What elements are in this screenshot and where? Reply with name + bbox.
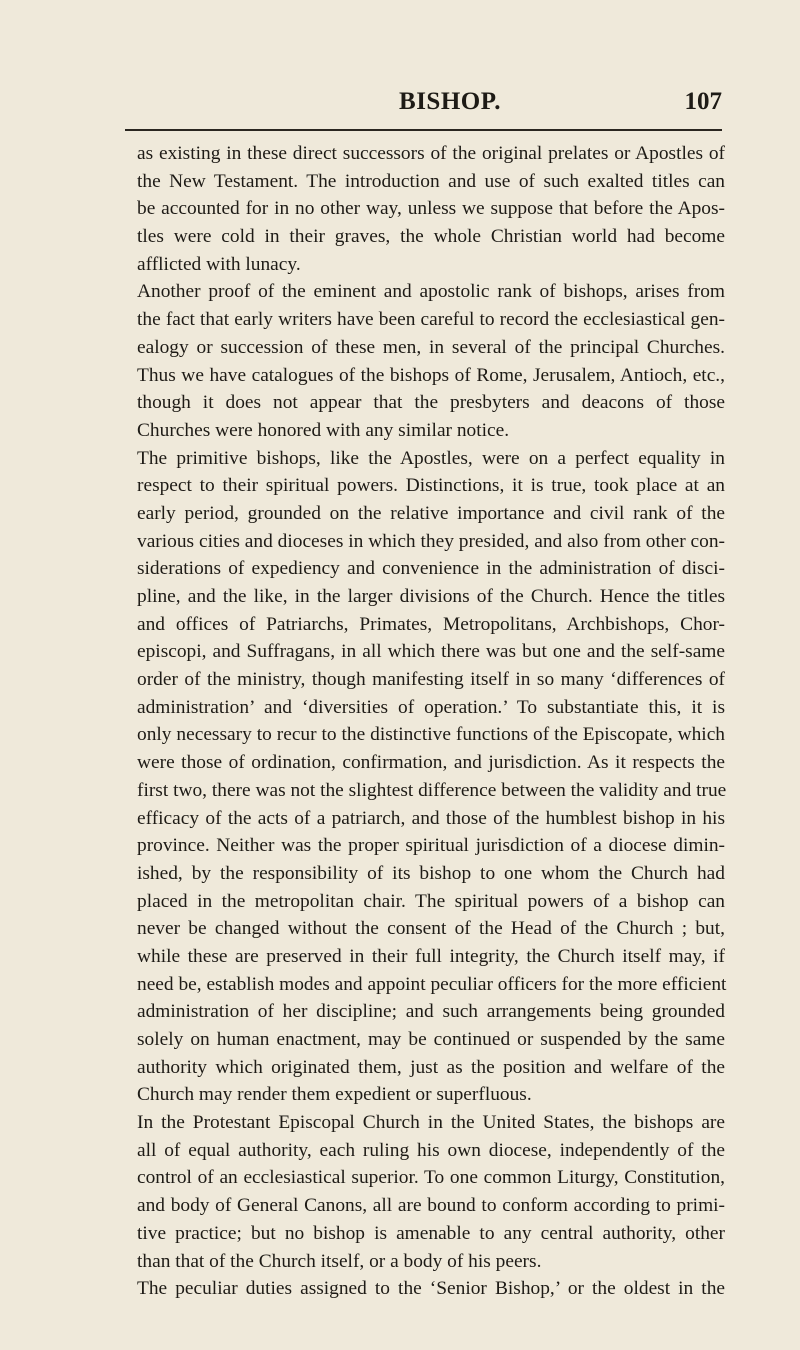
text-line: administration of her discipline; and such arrangements being grounded: [137, 1001, 725, 1023]
text-line: were those of ordination, confirmation, and jurisdiction. As it respects the: [137, 752, 725, 774]
page-header: [125, 86, 725, 122]
text-line: episcopi, and Suffragans, in all which there was but one and the self-same: [137, 641, 725, 663]
text-line: the fact that early writers have been careful to record the ecclesiastical gen-: [137, 309, 725, 331]
header-rule: [125, 129, 722, 131]
text-line: all of equal authority, each ruling his own diocese, independently of the: [137, 1139, 725, 1161]
text-line: solely on human enactment, may be continued or suspended by the same: [137, 1029, 725, 1050]
text-line: while these are preserved in their full integrity, the Church itself may, if: [137, 945, 725, 967]
text-line: placed in the metropolitan chair. The spiritual powers of a bishop can: [137, 890, 725, 912]
text-line: and offices of Patriarchs, Primates, Metropolitans, Archbishops, Chor-: [137, 613, 725, 635]
text-line: Another proof of the eminent and apostolic rank of bishops, arises from: [137, 281, 725, 303]
text-line: authority which originated them, just as the position and welfare of the: [137, 1056, 725, 1078]
body-text: [137, 140, 725, 1303]
text-line: The peculiar duties assigned to the ‘Senior Bishop,’ or the oldest in the: [137, 1278, 725, 1300]
text-line: than that of the Church itself, or a body of his peers.: [137, 1250, 542, 1272]
text-line: need be, establish modes and appoint peculiar officers for the more efficient: [137, 973, 727, 995]
text-line: only necessary to recur to the distinctive functions of the Episcopate, which: [137, 724, 725, 746]
text-line: siderations of expediency and convenience in the administration of disci-: [137, 558, 725, 580]
page-number: 107: [684, 88, 722, 115]
text-line: administration’ and ‘diversities of operation.’ To substantiate this, it is: [137, 696, 725, 718]
text-line: the New Testament. The introduction and use of such exalted titles can: [137, 170, 725, 192]
text-line: The primitive bishops, like the Apostles, were on a perfect equality in: [137, 447, 725, 469]
text-line: as existing in these direct successors of the original prelates or Apostles of: [137, 143, 725, 164]
text-line: afflicted with lunacy.: [137, 253, 301, 275]
text-line: first two, there was not the slightest difference between the validity and true: [137, 779, 727, 801]
text-line: early period, grounded on the relative importance and civil rank of the: [137, 502, 725, 524]
text-line: province. Neither was the proper spiritual jurisdiction of a diocese dimin-: [137, 835, 725, 857]
text-line: tles were cold in their graves, the whole Christian world had become: [137, 226, 725, 248]
text-line: ished, by the responsibility of its bishop to one whom the Church had: [137, 862, 725, 884]
text-line: pline, and the like, in the larger divisions of the Church. Hence the titles: [137, 586, 725, 607]
text-line: Churches were honored with any similar notice.: [137, 419, 510, 441]
text-line: be accounted for in no other way, unless we suppose that before the Apos-: [137, 198, 725, 220]
text-line: and body of General Canons, all are bound to conform according to primi-: [137, 1195, 725, 1217]
text-line: tive practice; but no bishop is amenable to any central authority, other: [137, 1222, 725, 1244]
text-line: control of an ecclesiastical superior. To one common Liturgy, Constitution,: [137, 1167, 725, 1189]
text-line: efficacy of the acts of a patriarch, and those of the humblest bishop in his: [137, 807, 725, 829]
text-line: though it does not appear that the presbyters and deacons of those: [137, 392, 725, 414]
text-line: never be changed without the consent of the Head of the Church ; but,: [137, 918, 725, 940]
text-line: respect to their spiritual powers. Distinctions, it is true, took place at an: [137, 475, 725, 497]
text-line: In the Protestant Episcopal Church in the United States, the bishops are: [137, 1112, 725, 1134]
text-line: various cities and dioceses in which they presided, and also from other con-: [137, 530, 725, 552]
text-line: Church may render them expedient or superfluous.: [137, 1084, 532, 1106]
text-line: Thus we have catalogues of the bishops of Rome, Jerusalem, Antioch, etc.,: [137, 364, 725, 386]
text-line: ealogy or succession of these men, in several of the principal Churches.: [137, 336, 725, 358]
running-head: BISHOP.: [399, 88, 501, 115]
text-line: order of the ministry, though manifesting itself in so many ‘differences of: [137, 669, 725, 691]
